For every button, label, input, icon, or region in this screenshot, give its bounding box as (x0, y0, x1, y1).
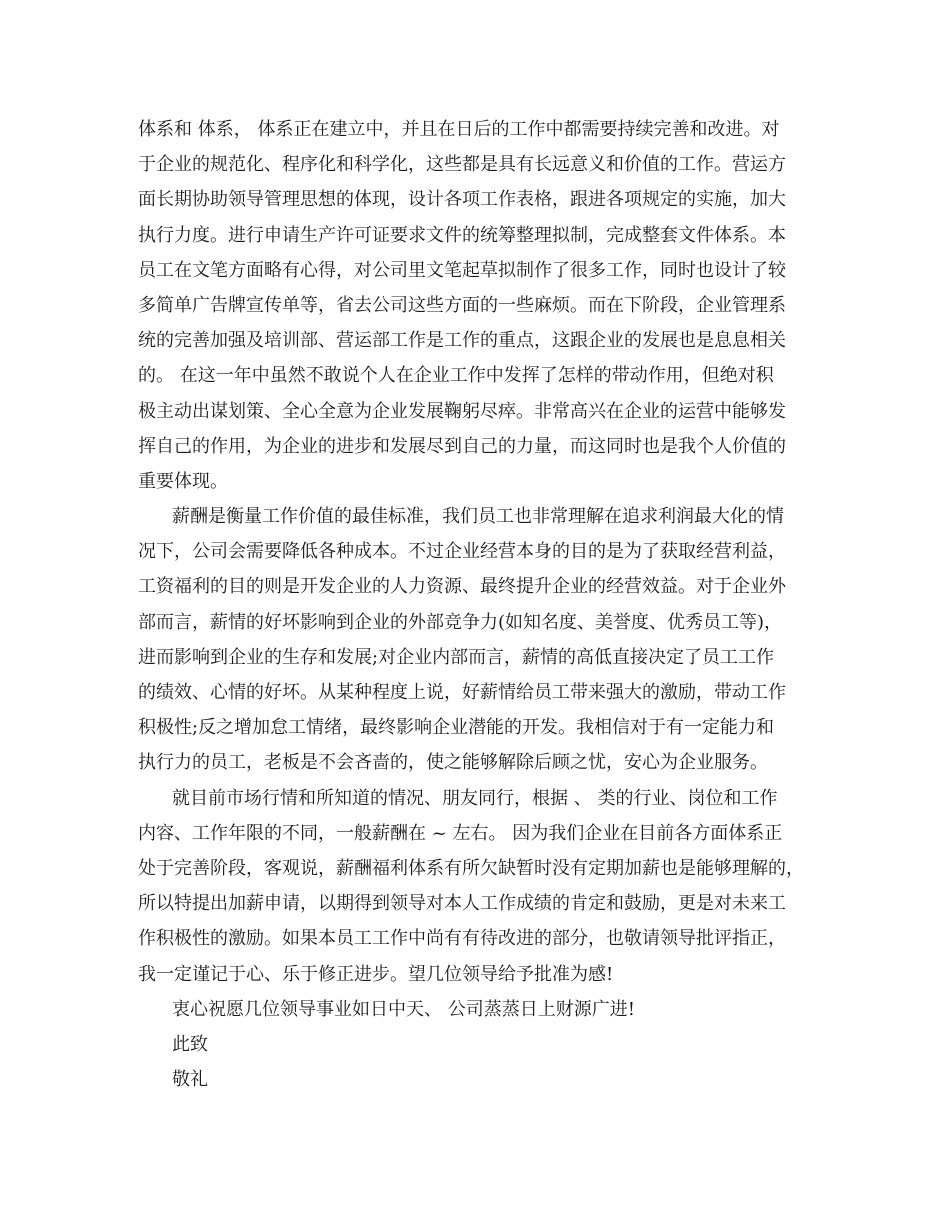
text-line: 所以特提出加薪申请，以期得到领导对本人工作成绩的肯定和鼓励，更是对未来工 (138, 893, 786, 915)
text-line: 处于完善阶段，客观说，薪酬福利体系有所欠缺暂时没有定期加薪也是能够理解的， (138, 857, 804, 879)
salutation-cizhi: 此致 (172, 1033, 208, 1055)
text-line: 统的完善加强及培训部、营运部工作是工作的重点，这跟企业的发展也是息息相关 (138, 330, 786, 352)
letter-body (138, 112, 818, 1097)
text-line: 极主动出谋划策、全心全意为企业发展鞠躬尽瘁。非常高兴在企业的运营中能够发 (138, 400, 786, 422)
text-line: 于企业的规范化、程序化和科学化，这些都是具有长远意义和价值的工作。营运方 (138, 154, 786, 176)
text-line: 的。 在这一年中虽然不敢说个人在企业工作中发挥了怎样的带动作用，但绝对积 (138, 365, 774, 387)
text-line: 执行力度。进行申请生产许可证要求文件的统筹整理拟制，完成整套文件体系。本 (138, 224, 786, 246)
paragraph-first-line: 薪酬是衡量工作价值的最佳标准，我们员工也非常理解在追求利润最大化的情 (172, 506, 784, 528)
text-line: 的绩效、心情的好坏。从某种程度上说，好薪情给员工带来强大的激励，带动工作 (138, 682, 786, 703)
text-line: 挥自己的作用，为企业的进步和发展尽到自己的力量，而这同时也是我个人价值的 (138, 435, 786, 457)
text-line: 进而影响到企业的生存和发展;对企业内部而言，薪情的高低直接决定了员工工作 (138, 646, 775, 668)
text-line: 我一定谨记于心、乐于修正进步。望几位领导给予批准为感! (138, 963, 614, 985)
text-line: 况下，公司会需要降低各种成本。不过企业经营本身的目的是为了获取经营利益， (138, 541, 786, 563)
text-line: 部而言，薪情的好坏影响到企业的外部竞争力(如知名度、美誉度、优秀员工等)， (138, 611, 783, 633)
text-line: 内容、工作年限的不同，一般薪酬在 ~ 左右。 因为我们企业在目前各方面体系正 (138, 822, 783, 844)
text-line: 多简单广告牌宣传单等，省去公司这些方面的一些麻烦。而在下阶段，企业管理系 (138, 294, 786, 316)
text-line: 重要体现。 (138, 470, 228, 492)
salutation-jingli: 敬礼 (172, 1069, 208, 1091)
text-line: 执行力的员工，老板是不会吝啬的，使之能够解除后顾之忧，安心为企业服务。 (138, 752, 768, 774)
text-line: 作积极性的激励。如果本员工工作中尚有有待改进的部分，也敬请领导批评指正， (138, 928, 786, 950)
paragraph-first-line: 就目前市场行情和所知道的情况、朋友同行，根据 、 类的行业、岗位和工作 (172, 787, 778, 809)
text-line: 工资福利的目的则是开发企业的人力资源、最终提升企业的经营效益。对于企业外 (138, 576, 786, 598)
text-line: 面长期协助领导管理思想的体现，设计各项工作表格，跟进各项规定的实施，加大 (138, 189, 786, 211)
text-line: 员工在文笔方面略有心得，对公司里文笔起草拟制作了很多工作，同时也设计了较 (138, 259, 786, 281)
text-line: 体系和 体系， 体系正在建立中，并且在日后的工作中都需要持续完善和改进。对 (138, 119, 780, 140)
closing-wish: 衷心祝愿几位领导事业如日中天、 公司蒸蒸日上财源广进! (172, 998, 635, 1020)
text-line: 积极性;反之增加怠工情绪，最终影响企业潜能的开发。我相信对于有一定能力和 (138, 717, 775, 739)
